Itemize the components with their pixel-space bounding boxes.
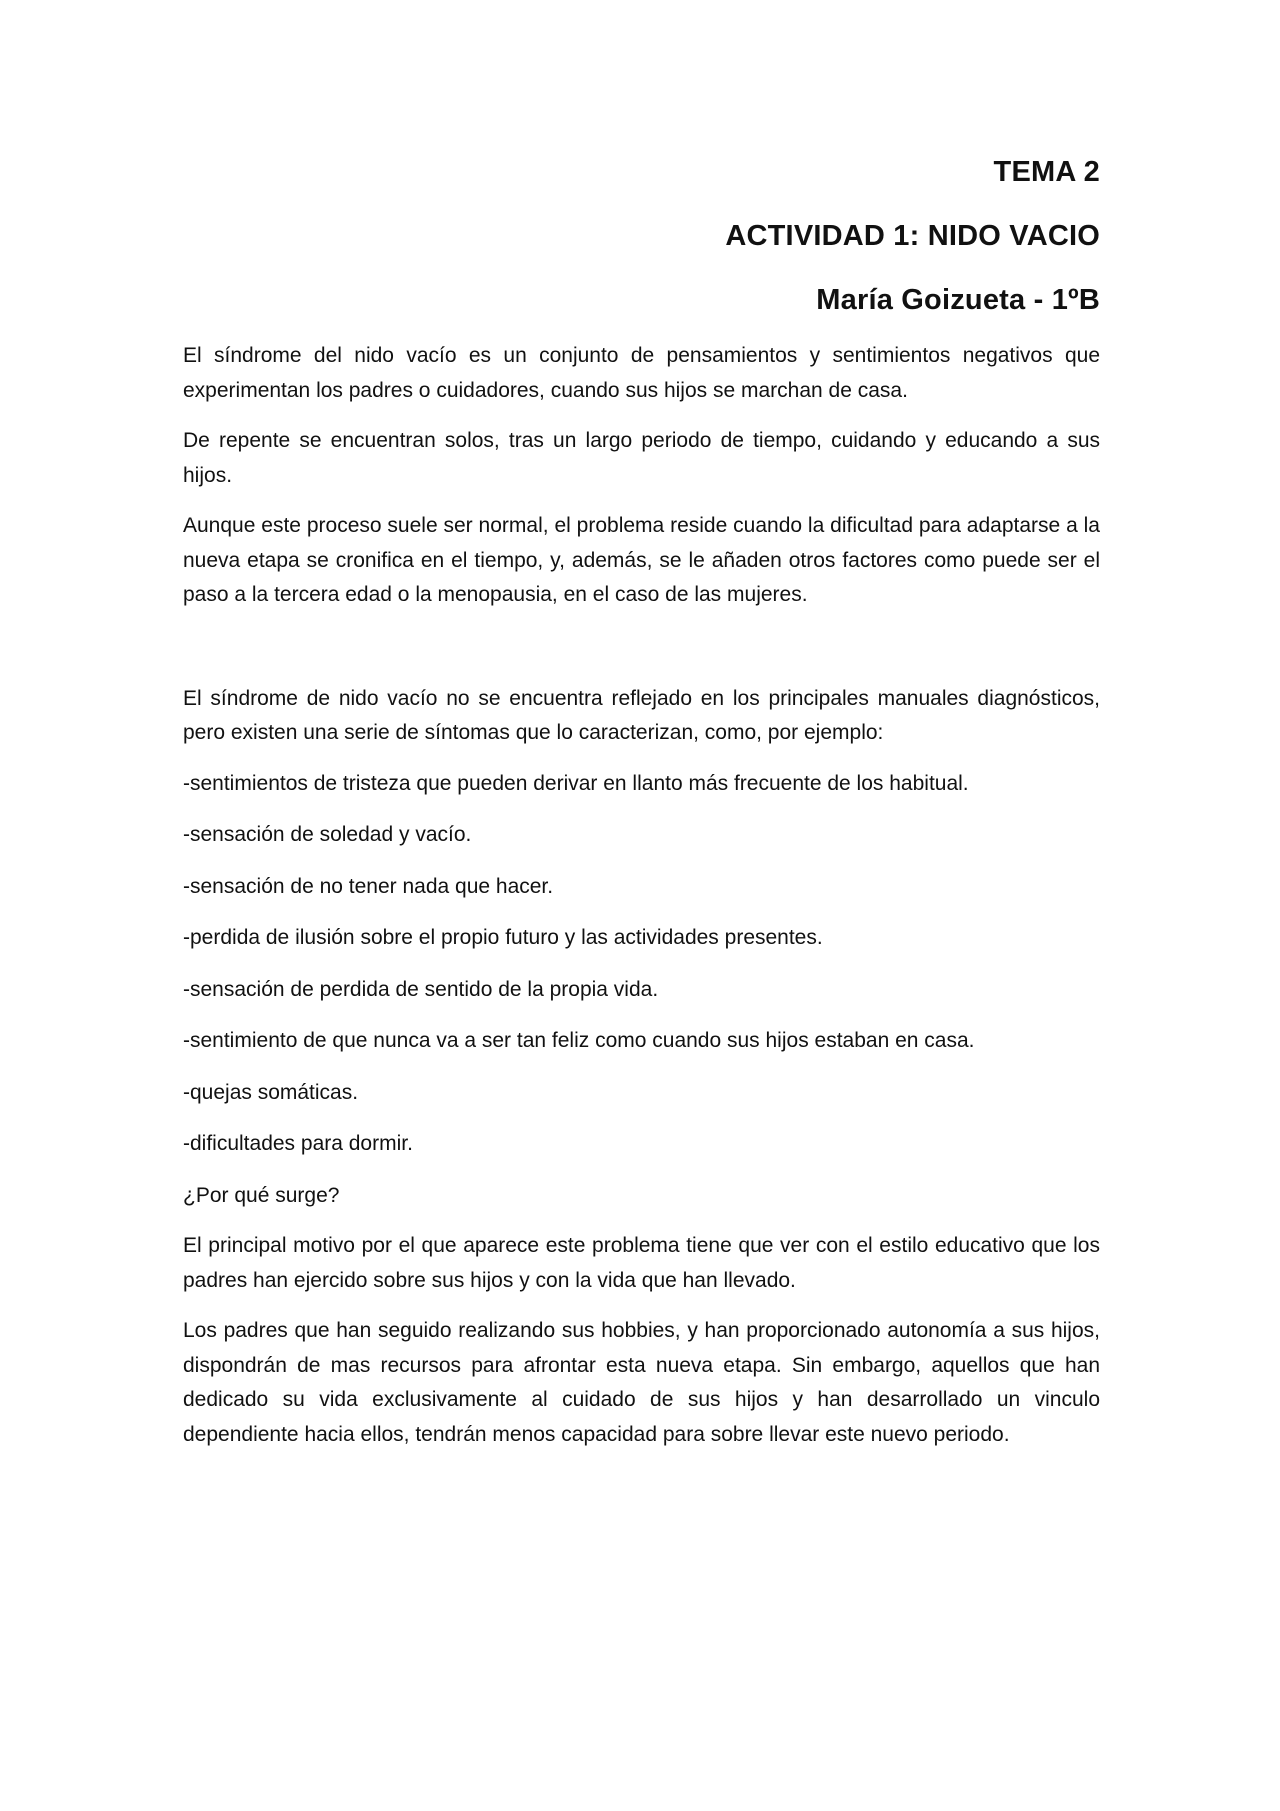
symptom-item: -sensación de soledad y vacío. [183, 823, 472, 846]
cause-paragraph: Los padres que han seguido realizando sus hobbies, y han proporcionado autonomía a sus hijos, dispondrán de mas recursos para afrontar esta nueva etapa. Sin embargo, aquellos que han dedicado su vida exclusivamente al cuidado de sus hijos y han desarrollado un vinculo dependiente hacia ellos, tendrán menos capacidad para sobre llevar este nuevo periodo. [183, 1319, 1100, 1446]
question-heading: ¿Por qué surge? [183, 1183, 340, 1207]
heading-author: María Goizueta - 1ºB [816, 284, 1100, 316]
symptom-item: -dificultades para dormir. [183, 1132, 413, 1155]
symptom-item: -perdida de ilusión sobre el propio futuro y las actividades presentes. [183, 926, 823, 949]
symptom-item: -sentimiento de que nunca va a ser tan feliz como cuando sus hijos estaban en casa. [183, 1029, 975, 1052]
intro-paragraph: De repente se encuentran solos, tras un largo periodo de tiempo, cuidando y educando a sus hijos. [183, 429, 1100, 487]
heading-topic: TEMA 2 [993, 156, 1100, 188]
symptoms-intro: El síndrome de nido vacío no se encuentra reflejado en los principales manuales diagnósticos, pero existen una serie de síntomas que lo caracterizan, como, por ejemplo: [183, 686, 1100, 744]
symptom-item: -sentimientos de tristeza que pueden derivar en llanto más frecuente de los habitual. [183, 771, 969, 795]
cause-paragraph: El principal motivo por el que aparece este problema tiene que ver con el estilo educativo que los padres han ejercido sobre sus hijos y con la vida que han llevado. [183, 1234, 1100, 1292]
symptom-item: -sensación de no tener nada que hacer. [183, 874, 554, 898]
symptom-item: -sensación de perdida de sentido de la propia vida. [183, 977, 659, 1001]
intro-paragraph: Aunque este proceso suele ser normal, el problema reside cuando la dificultad para adaptarse a la nueva etapa se cronifica en el tiempo, y, además, se le añaden otros factores como puede ser el paso a la tercera edad o la menopausia, en el caso de las mujeres. [183, 514, 1100, 606]
document-page [183, 155, 1100, 1468]
intro-paragraph: El síndrome del nido vacío es un conjunto de pensamientos y sentimientos negativos que experimentan los padres o cuidadores, cuando sus hijos se marchan de casa. [183, 344, 1100, 402]
symptom-item: -quejas somáticas. [183, 1080, 359, 1104]
heading-activity: ACTIVIDAD 1: NIDO VACIO [725, 220, 1100, 252]
